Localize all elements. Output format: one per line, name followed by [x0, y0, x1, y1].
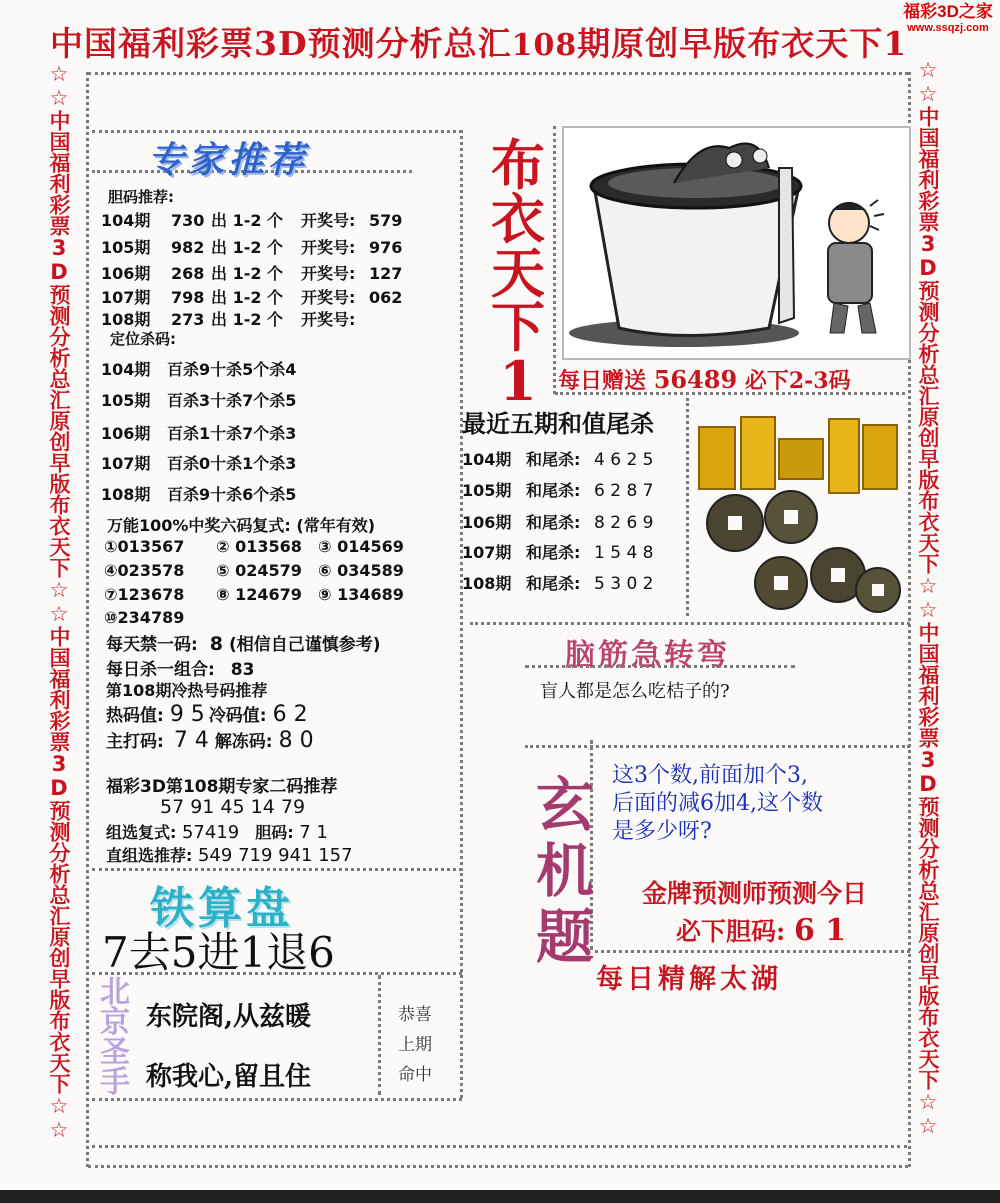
kill-row: 107期 百杀0十杀1个杀3	[101, 454, 297, 473]
sum-tail-row: 106期 和尾杀: 8 2 6 9	[462, 513, 654, 533]
buyi-vertical-title: 布衣天下1	[491, 133, 545, 413]
brain-teaser-heading: 脑筋急转弯	[565, 638, 730, 673]
kill-row: 104期 百杀9十杀5个杀4	[101, 360, 297, 379]
frame-left-divider	[86, 72, 89, 1167]
puzzle-line: 后面的减6加4,这个数	[612, 791, 823, 816]
sum-tail-row: 105期 和尾杀: 6 2 8 7	[462, 481, 654, 501]
dan-title: 胆码推荐:	[108, 188, 174, 206]
site-logo[interactable]	[898, 2, 998, 34]
expert-heading: 专家推荐	[148, 139, 309, 181]
congrats-line: 命中	[398, 1065, 432, 1085]
kill-combo-line: 每日杀一组合: 83	[106, 660, 255, 680]
six-code-row: ①013567 ② 013568 ③ 014569	[104, 537, 404, 556]
group-line: 组选复式: 57419 胆码: 7 1	[106, 822, 328, 843]
sum-tail-row: 104期 和尾杀: 4 6 2 5	[462, 450, 654, 470]
pot-left-divider	[553, 126, 556, 394]
main-thaw-line: 主打码: 7 4 解冻码: 8 0	[106, 728, 314, 753]
daily-gift: 每日赠送 56489 必下2-3码	[558, 365, 851, 394]
mystery-vertical-title: 玄机题	[535, 771, 594, 971]
six-code-row: ⑩234789	[104, 608, 185, 627]
site-url: www.ssqzj.com	[907, 22, 989, 34]
kill-row: 108期 百杀9十杀6个杀5	[101, 485, 297, 504]
puzzle-text	[612, 762, 823, 846]
sum-tail-row: 108期 和尾杀: 5 3 0 2	[462, 574, 654, 594]
sum-tail-heading: 最近五期和值尾杀	[462, 409, 654, 438]
puzzle-line: 这3个数,前面加个3,	[612, 763, 808, 788]
tiesuanpan-formula: 7去5进1退6	[102, 928, 335, 977]
tiesuan-right-divider	[460, 868, 463, 1098]
poem-right-divider	[378, 975, 381, 1095]
sum-tail-right-divider	[686, 398, 689, 616]
dan-row: 105期 982 出 1-2 个 开奖号: 976	[101, 238, 403, 257]
mystery-bottom-divider	[595, 950, 910, 953]
dan-row: 104期 730 出 1-2 个 开奖号: 579	[101, 211, 403, 230]
must-dan-line: 必下胆码: 6 1	[676, 913, 847, 948]
taihu-heading: 每日精解太湖	[596, 964, 782, 995]
congrats-vertical	[390, 1000, 440, 1090]
ban-line: 每天禁一码: 8 (相信自己谨慎参考)	[106, 633, 381, 655]
six-code-row: ⑦123678 ⑧ 124679 ⑨ 134689	[104, 585, 404, 604]
poem-line: 东院阁,从兹暖	[146, 1002, 312, 1032]
brain-top-divider	[470, 622, 910, 625]
dan-row: 107期 798 出 1-2 个 开奖号: 062	[101, 288, 403, 307]
formula-divider	[92, 972, 462, 975]
gift-divider	[555, 392, 905, 395]
poster-title: 中国福利彩票3D预测分析总汇108期原创早版布衣天下1	[50, 24, 908, 63]
tiesuan-bottom-divider	[92, 1098, 462, 1101]
bottom-band	[0, 1190, 1000, 1203]
site-name: 福彩3D之家	[903, 2, 993, 21]
frame-top-divider	[88, 72, 908, 75]
brain-teaser-question: 盲人都是怎么吃桔子的?	[540, 681, 730, 702]
puzzle-line: 是多少呀?	[612, 819, 712, 844]
gold-predictor-line: 金牌预测师预测今日	[642, 879, 868, 908]
hotcold-title: 第108期冷热号码推荐	[106, 681, 268, 700]
brain-heading-divider	[525, 665, 795, 668]
pot-illustration	[562, 126, 911, 360]
sum-tail-row: 107期 和尾杀: 1 5 4 8	[462, 543, 654, 563]
dan-row: 108期 273 出 1-2 个 开奖号:	[101, 310, 356, 329]
congrats-line: 恭喜	[398, 1005, 432, 1025]
hot-cold-line: 热码值: 9 5 冷码值: 6 2	[106, 702, 308, 727]
six-code-row: ④023578 ⑤ 024579 ⑥ 034589	[104, 561, 404, 580]
dan-row: 106期 268 出 1-2 个 开奖号: 127	[101, 264, 403, 283]
beijing-vertical: 北京圣手	[100, 975, 130, 1100]
tiesuanpan-heading: 铁算盘	[150, 883, 294, 934]
left-side-banner: ☆☆中国福利彩票3D预测分析总汇原创早版布衣天下☆☆中国福利彩票3D预测分析总汇原创早版布衣天下☆☆	[47, 62, 71, 1142]
kill-title: 定位杀码:	[110, 330, 176, 348]
kill-row: 106期 百杀1十杀7个杀3	[101, 424, 297, 443]
pot-cartoon-icon	[564, 128, 909, 358]
right-side-banner: ☆☆中国福利彩票3D预测分析总汇原创早版布衣天下☆☆中国福利彩票3D预测分析总汇原创早版布衣天下☆☆	[916, 58, 940, 1138]
frame-bottom-divider	[88, 1165, 908, 1168]
poem-line: 称我心,留且住	[146, 1062, 312, 1092]
gold-coins-illustration	[693, 405, 903, 615]
footer-divider	[92, 1145, 907, 1148]
mystery-top-divider	[525, 745, 910, 748]
congrats-line: 上期	[398, 1035, 432, 1055]
tiesuan-top-divider	[92, 868, 462, 871]
two-code-values: 57 91 45 14 79	[160, 796, 306, 818]
kill-row: 105期 百杀3十杀7个杀5	[101, 391, 297, 410]
gold-coins-icon	[693, 405, 903, 615]
direct-line: 直组选推荐: 549 719 941 157	[106, 845, 353, 866]
six-code-title: 万能100%中奖六码复式: (常年有效)	[107, 516, 376, 535]
two-code-title: 福彩3D第108期专家二码推荐	[106, 777, 338, 797]
